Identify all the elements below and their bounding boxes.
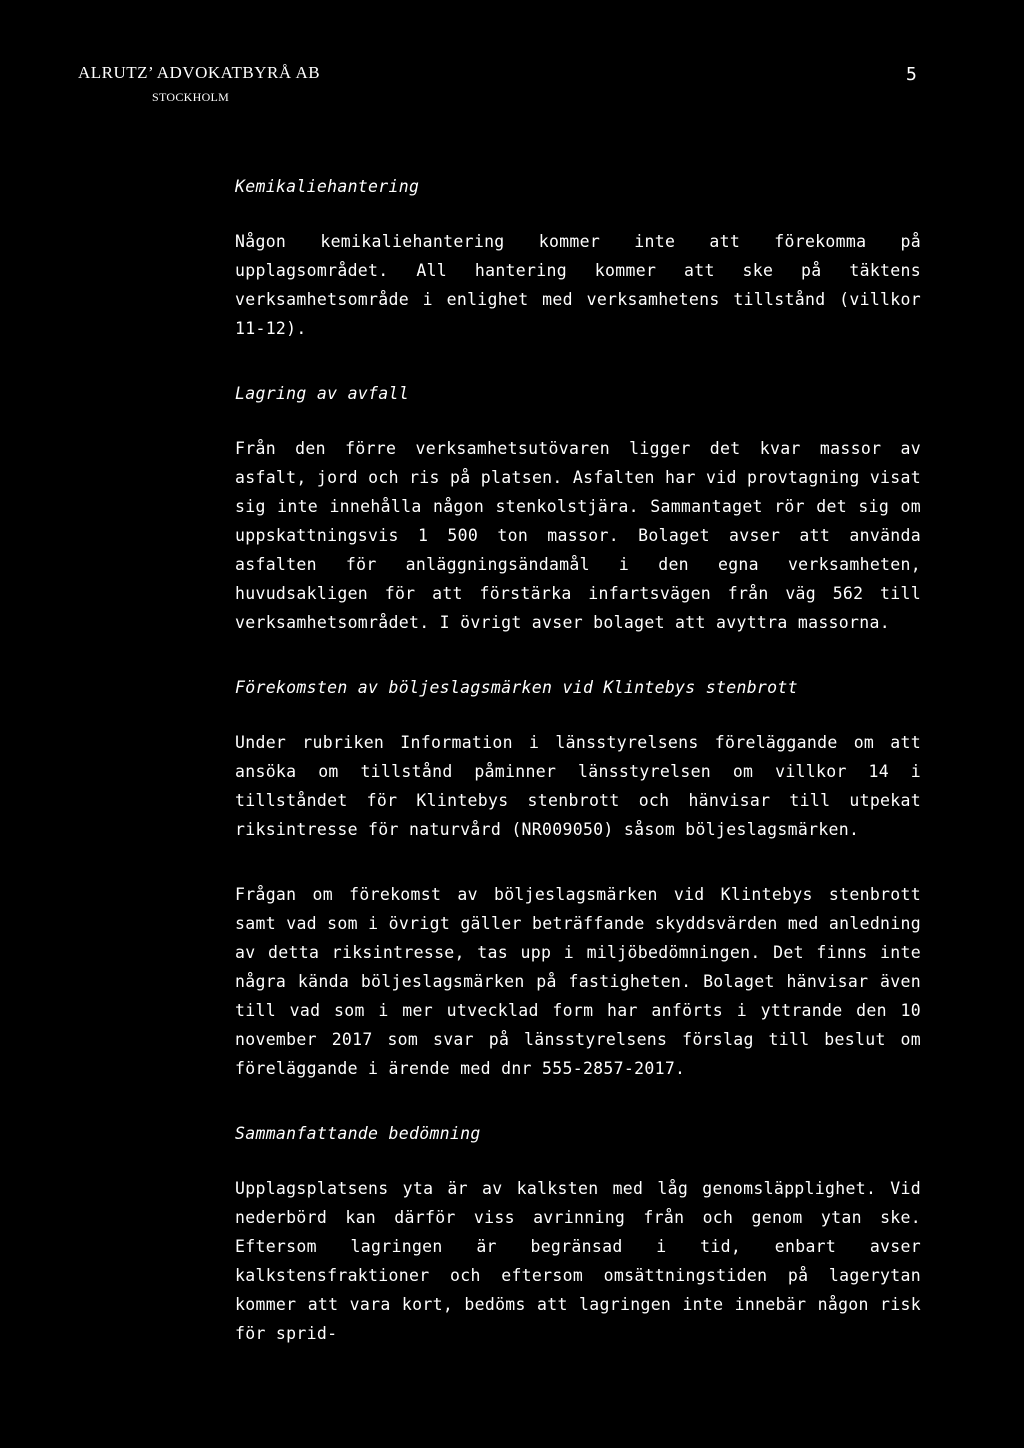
firm-city: STOCKHOLM	[152, 90, 230, 104]
paragraph: Frågan om förekomst av böljeslagsmärken vid Klintebys stenbrott samt vad som i övrigt gäller beträffande skyddsvärden med anledning av detta riksintresse, tas upp i miljöbedömningen. Det finns inte några kända böljeslagsmärken på fastigheten. Bolaget hänvisar även till vad som i mer utvecklad form har anförts i yttrande den 10 november 2017 som svar på länsstyrelsens förslag till beslut om föreläggande i ärende med dnr 555-2857-2017.	[235, 885, 921, 1078]
firm-name: ALRUTZ’ ADVOKATBYRÅ AB	[78, 63, 321, 82]
paragraph: Någon kemikaliehantering kommer inte att förekomma på upplagsområdet. All hantering kommer att ske på täktens verksamhetsområde i enlighet med verksamhetens tillstånd (villkor 11-12).	[235, 232, 921, 338]
section-heading-sammanfattande-bedomning: Sammanfattande bedömning	[235, 1124, 481, 1143]
letterhead	[78, 62, 320, 104]
section-heading-boljeslagsmarken: Förekomsten av böljeslagsmärken vid Klintebys stenbrott	[235, 678, 798, 697]
section-heading-kemikaliehantering: Kemikaliehantering	[235, 177, 420, 196]
paragraph: Under rubriken Information i länsstyrelsens föreläggande om att ansöka om tillstånd påminner länsstyrelsen om villkor 14 i tillståndet för Klintebys stenbrott och hänvisar till utpekat riksintresse för naturvård (NR009050) såsom böljeslagsmärken.	[235, 733, 921, 839]
document-body	[235, 172, 921, 1348]
paragraph: Upplagsplatsens yta är av kalksten med låg genomsläpplighet. Vid nederbörd kan därför viss avrinning från och genom ytan ske. Eftersom lagringen är begränsad i tid, enbart avser kalkstensfraktioner och eftersom omsättningstiden på lagerytan kommer att vara kort, bedöms att lagringen inte innebär någon risk för sprid-	[235, 1179, 921, 1343]
paragraph: Från den förre verksamhetsutövaren ligger det kvar massor av asfalt, jord och ris på platsen. Asfalten har vid provtagning visat sig inte innehålla någon stenkolstjära. Sammantaget rör det sig om uppskattningsvis 1 500 ton massor. Bolaget avser att använda asfalten för anläggningsändamål i den egna verksamheten, huvudsakligen för att förstärka infartsvägen från väg 562 till verksamhetsområdet. I övrigt avser bolaget att avyttra massorna.	[235, 439, 921, 632]
section-heading-lagring-av-avfall: Lagring av avfall	[235, 384, 409, 403]
page-number: 5	[906, 64, 917, 85]
